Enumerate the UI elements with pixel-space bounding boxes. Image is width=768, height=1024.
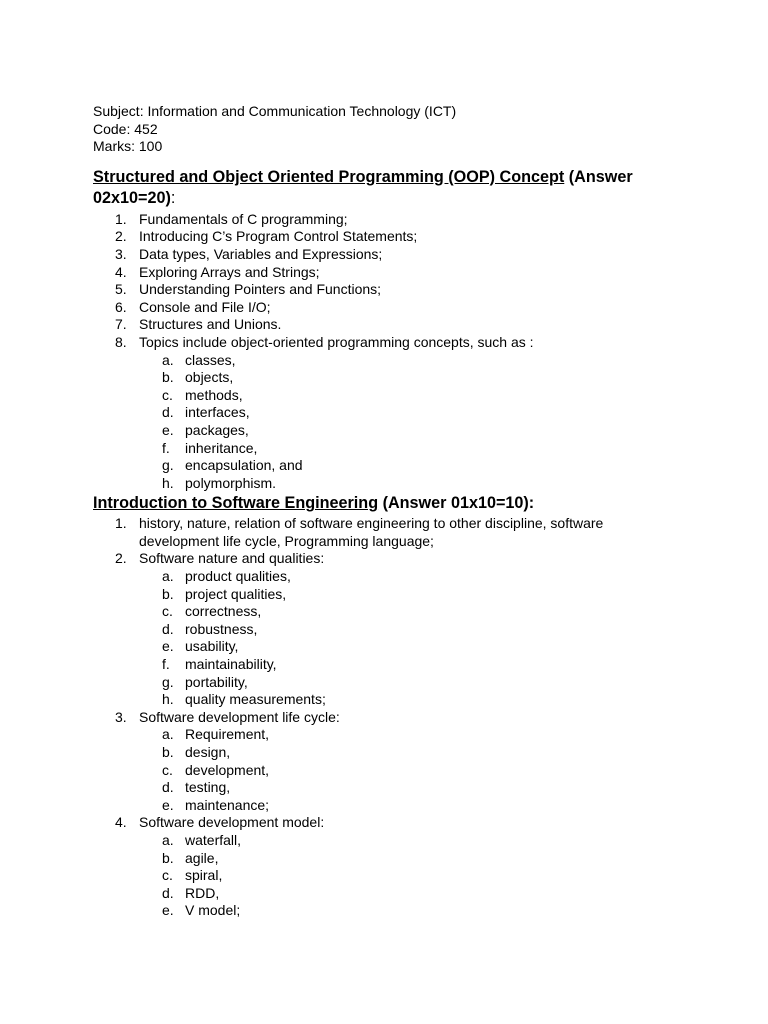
sdlc-sublist: [139, 726, 733, 814]
section2-heading: [93, 493, 733, 514]
sublist-item: d. testing,: [162, 779, 231, 796]
sublist-item: a. classes,: [162, 351, 236, 368]
list-item: 2. Software nature and qualities: a. product qualities, b. project qualities, c. correctness, d. robustness, e. usability, f. maintainability, g. portability, h. quality measurements;: [93, 550, 733, 708]
list-item: 1. Fundamentals of C programming;: [115, 210, 348, 227]
list-item: 1. history, nature, relation of software engineering to other discipline, software development life cycle, Programming language;: [115, 515, 604, 549]
section2-list: [93, 515, 733, 920]
sublist-item: e. usability,: [162, 638, 239, 655]
oop-concepts-sublist: [139, 352, 733, 493]
sublist-item: c. spiral,: [162, 867, 223, 884]
list-item: 8. Topics include object-oriented programming concepts, such as : a. classes, b. objects, c. methods, d. interfaces, e. packages, f. inheritance, g. encapsulation, and h. polymorphism.: [93, 334, 733, 492]
list-item: 6. Console and File I/O;: [115, 298, 271, 315]
sublist-item: b. objects,: [162, 369, 234, 386]
sublist-item: g. encapsulation, and: [162, 457, 303, 474]
sublist-item: h. quality measurements;: [162, 691, 326, 708]
section1-title: Structured and Object Oriented Programming (OOP) Concept: [93, 167, 565, 186]
sublist-item: a. Requirement,: [162, 726, 270, 743]
sublist-item: b. project qualities,: [162, 585, 287, 602]
section2-title: Introduction to Software Engineering: [93, 494, 379, 513]
sublist-item: e. packages,: [162, 421, 249, 438]
code-line: Code: 452: [93, 120, 158, 137]
section1-list: [93, 211, 733, 493]
qualities-sublist: [139, 568, 733, 709]
sublist-item: c. development,: [162, 761, 270, 778]
section1-heading: [93, 167, 693, 209]
section1-answer: (Answer 02x10=20): [93, 167, 633, 207]
list-item: 3. Software development life cycle: a. Requirement, b. design, c. development, d. testing, e. maintenance;: [93, 709, 733, 815]
sublist-item: e. maintenance;: [162, 796, 270, 813]
list-item: 3. Data types, Variables and Expressions;: [115, 245, 383, 262]
models-sublist: [139, 832, 733, 920]
sublist-item: b. agile,: [162, 849, 219, 866]
list-item: 7. Structures and Unions.: [115, 316, 282, 333]
sublist-item: a. waterfall,: [162, 831, 242, 848]
sublist-item: d. interfaces,: [162, 404, 250, 421]
list-item: 5. Understanding Pointers and Functions;: [115, 281, 382, 298]
sublist-item: b. design,: [162, 744, 231, 760]
subject-line: Subject: Information and Communication Technology (ICT): [93, 103, 457, 119]
list-item: 4. Software development model: a. waterfall, b. agile, c. spiral, d. RDD, e. V model;: [93, 814, 733, 920]
sublist-item: h. polymorphism.: [162, 474, 277, 491]
marks-line: Marks: 100: [93, 138, 163, 155]
sublist-item: c. correctness,: [162, 603, 262, 620]
sublist-item: e. V model;: [162, 902, 241, 919]
list-item: 4. Exploring Arrays and Strings;: [115, 263, 320, 280]
document-page: [93, 103, 733, 920]
sublist-item: f. maintainability,: [162, 656, 277, 673]
sublist-item: c. methods,: [162, 386, 243, 403]
section1-colon: :: [170, 188, 176, 207]
sublist-item: d. RDD,: [162, 884, 220, 901]
sublist-item: g. portability,: [162, 673, 248, 690]
sublist-item: d. robustness,: [162, 620, 258, 637]
list-item: 2. Introducing C’s Program Control Statements;: [115, 228, 418, 245]
section2-answer: (Answer 01x10=10):: [378, 494, 535, 513]
sublist-item: a. product qualities,: [162, 568, 291, 585]
sublist-item: f. inheritance,: [162, 439, 258, 456]
